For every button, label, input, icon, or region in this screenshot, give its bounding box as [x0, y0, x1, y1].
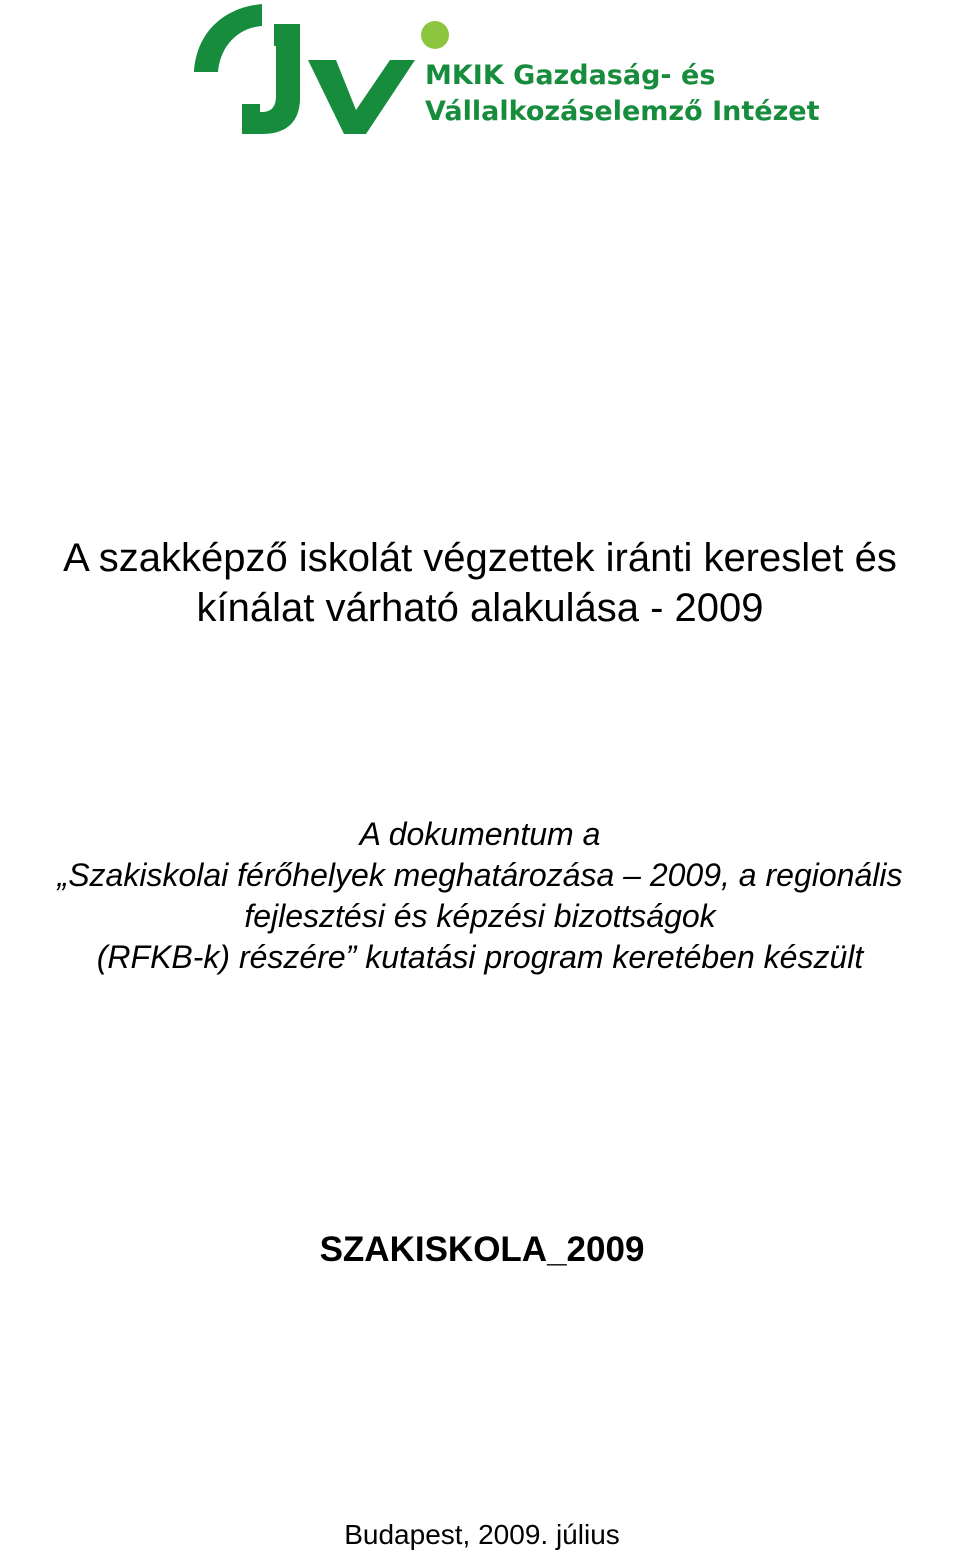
subtitle-line-3: fejlesztési és képzési bizottságok [244, 898, 716, 934]
place-and-date: Budapest, 2009. július [344, 1519, 620, 1550]
subtitle-line-4: (RFKB-k) részére” kutatási program keretében készült [96, 939, 864, 975]
subtitle-line-2: „Szakiskolai férőhelyek meghatározása – 2009, a regionális [57, 857, 903, 893]
document-code: SZAKISKOLA_2009 [319, 1230, 645, 1269]
document-title [0, 533, 960, 633]
subtitle-line-1: A dokumentum a [359, 816, 601, 852]
document-subtitle [0, 814, 960, 978]
logo-text-line-2: Vállalkozáselemző Intézet [425, 96, 820, 127]
mkik-gvi-logo [190, 0, 820, 140]
logo-text-line-1: MKIK Gazdaság- és [425, 60, 716, 91]
title-line-2: kínálat várható alakulása - 2009 [196, 586, 764, 630]
logo-text [425, 58, 820, 130]
title-line-1: A szakképző iskolát végzettek iránti kereslet és [63, 536, 897, 580]
